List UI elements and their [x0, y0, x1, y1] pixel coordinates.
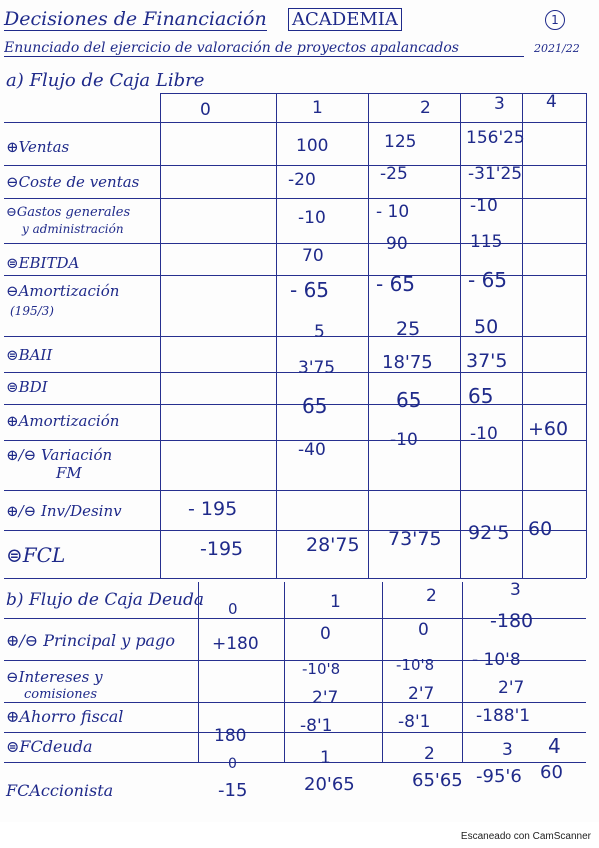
- bdi-1: 3'75: [298, 358, 336, 378]
- ventas-1: 100: [296, 136, 329, 156]
- row-label-gastos: ⊖Gastos generales: [6, 205, 131, 220]
- accionista-2: 65'65: [412, 770, 463, 791]
- b-col-header-3: 3: [510, 580, 521, 600]
- bdi-2: 18'75: [382, 352, 433, 373]
- fcl-3: 92'5: [468, 522, 510, 544]
- col-header-0: 0: [200, 100, 211, 120]
- row-label-ahorro-fiscal: ⊕Ahorro fiscal: [6, 707, 124, 726]
- col-header-2: 2: [420, 98, 431, 118]
- inversion-0: - 195: [188, 498, 238, 520]
- fcl-1: 28'75: [306, 534, 360, 556]
- variacion-2: -10: [390, 430, 418, 450]
- row-label-ebitda: ⊜EBITDA: [6, 254, 80, 272]
- gastos-1: -10: [298, 208, 326, 228]
- row-label-gastos-2: y administración: [22, 222, 124, 236]
- row-label-ventas: ⊕Ventas: [6, 138, 70, 156]
- fcdeuda-2: -8'1: [398, 712, 431, 732]
- resultado-2: 25: [396, 318, 421, 340]
- row-label-variacion-fm: FM: [56, 464, 82, 482]
- row-label-baii: ⊜BAII: [6, 346, 53, 364]
- ahorro-3: 2'7: [498, 678, 525, 698]
- ahorro-2: 2'7: [408, 684, 435, 704]
- acc-col-header-0: 0: [228, 756, 237, 772]
- acc-col-header-1: 1: [320, 748, 331, 768]
- coste-1: -20: [288, 170, 316, 190]
- variacion-1: -40: [298, 440, 326, 460]
- principal-1: 0: [320, 624, 331, 644]
- b-col-header-1: 1: [330, 592, 341, 612]
- row-label-principal: ⊕/⊖ Principal y pago: [6, 631, 175, 650]
- acc-col-header-4: 4: [548, 734, 561, 758]
- b-col-header-2: 2: [426, 586, 437, 606]
- acc-col-header-2: 2: [424, 744, 435, 764]
- gastos-3: -10: [470, 196, 498, 216]
- b-col-header-0: 0: [228, 600, 238, 618]
- fcdeuda-3: -188'1: [476, 706, 531, 726]
- amortizacion-2: - 65: [376, 272, 416, 296]
- col-header-3: 3: [494, 94, 505, 114]
- academic-year: 2021/22: [534, 42, 580, 55]
- amortizacion-plus-2: 65: [396, 388, 422, 412]
- row-label-inversion: ⊕/⊖ Inv/Desinv: [6, 502, 122, 520]
- ebitda-2: 90: [386, 234, 408, 254]
- row-label-amortizacion-formula: (195/3): [10, 304, 54, 318]
- resultado-3: 50: [474, 316, 499, 338]
- row-label-intereses: ⊖Intereses y: [6, 668, 103, 686]
- amortizacion-1: - 65: [290, 278, 330, 302]
- section-a-title: a) Flujo de Caja Libre: [6, 70, 205, 91]
- bdi-3: 37'5: [466, 350, 508, 372]
- section-b-title: b) Flujo de Caja Deuda: [6, 590, 204, 610]
- page-title: Decisiones de Financiación: [4, 8, 267, 30]
- row-label-bdi: ⊜BDI: [6, 378, 48, 396]
- principal-2: 0: [418, 620, 429, 640]
- row-label-comisiones: comisiones: [24, 687, 97, 702]
- fcdeuda-0: 180: [214, 726, 247, 746]
- fcl-4: 60: [528, 518, 553, 540]
- row-label-fcdeuda: ⊜FCdeuda: [6, 737, 93, 756]
- principal-0: +180: [212, 634, 259, 654]
- fcdeuda-1: -8'1: [300, 716, 333, 736]
- resultado-1: 5: [314, 322, 325, 342]
- ebitda-3: 115: [470, 232, 503, 252]
- fcl-0: -195: [200, 538, 244, 560]
- academy-label: ACADEMIA: [288, 8, 402, 31]
- intereses-3: - 10'8: [472, 650, 521, 670]
- ahorro-1: 2'7: [312, 688, 339, 708]
- amortizacion-3: - 65: [468, 268, 508, 292]
- intereses-1: -10'8: [302, 660, 341, 678]
- acc-col-header-3: 3: [502, 740, 513, 760]
- amortizacion-plus-3: 65: [468, 384, 494, 408]
- row-label-fcl: ⊜FCL: [6, 543, 66, 567]
- row-label-amortizacion: ⊖Amortización: [6, 282, 120, 300]
- row-label-fcaccionista: FCAccionista: [6, 781, 114, 800]
- accionista-3: -95'6: [476, 766, 522, 787]
- coste-3: -31'25: [468, 164, 523, 184]
- ventas-3: 156'25: [466, 128, 525, 148]
- col-header-1: 1: [312, 98, 323, 118]
- fcl-2: 73'75: [388, 528, 442, 550]
- ebitda-1: 70: [302, 246, 324, 266]
- coste-2: -25: [380, 164, 408, 184]
- accionista-4: 60: [540, 762, 563, 783]
- variacion-4: +60: [528, 418, 569, 440]
- accionista-0: -15: [218, 780, 248, 801]
- ventas-2: 125: [384, 132, 417, 152]
- accionista-1: 20'65: [304, 774, 355, 795]
- gastos-2: - 10: [376, 202, 410, 222]
- row-label-coste-ventas: ⊖Coste de ventas: [6, 173, 140, 191]
- principal-3: -180: [490, 610, 534, 632]
- row-label-variacion: ⊕/⊖ Variación: [6, 446, 113, 464]
- variacion-3: -10: [470, 424, 498, 444]
- row-label-amortizacion-plus: ⊕Amortización: [6, 412, 120, 430]
- col-header-4: 4: [546, 92, 557, 112]
- intereses-2: -10'8: [396, 656, 435, 674]
- exercise-subtitle: Enunciado del ejercicio de valoración de proyectos apalancados: [4, 40, 524, 57]
- amortizacion-plus-1: 65: [302, 394, 328, 418]
- scanner-watermark: Escaneado con CamScanner: [460, 831, 591, 842]
- page-number-badge: 1: [545, 10, 565, 30]
